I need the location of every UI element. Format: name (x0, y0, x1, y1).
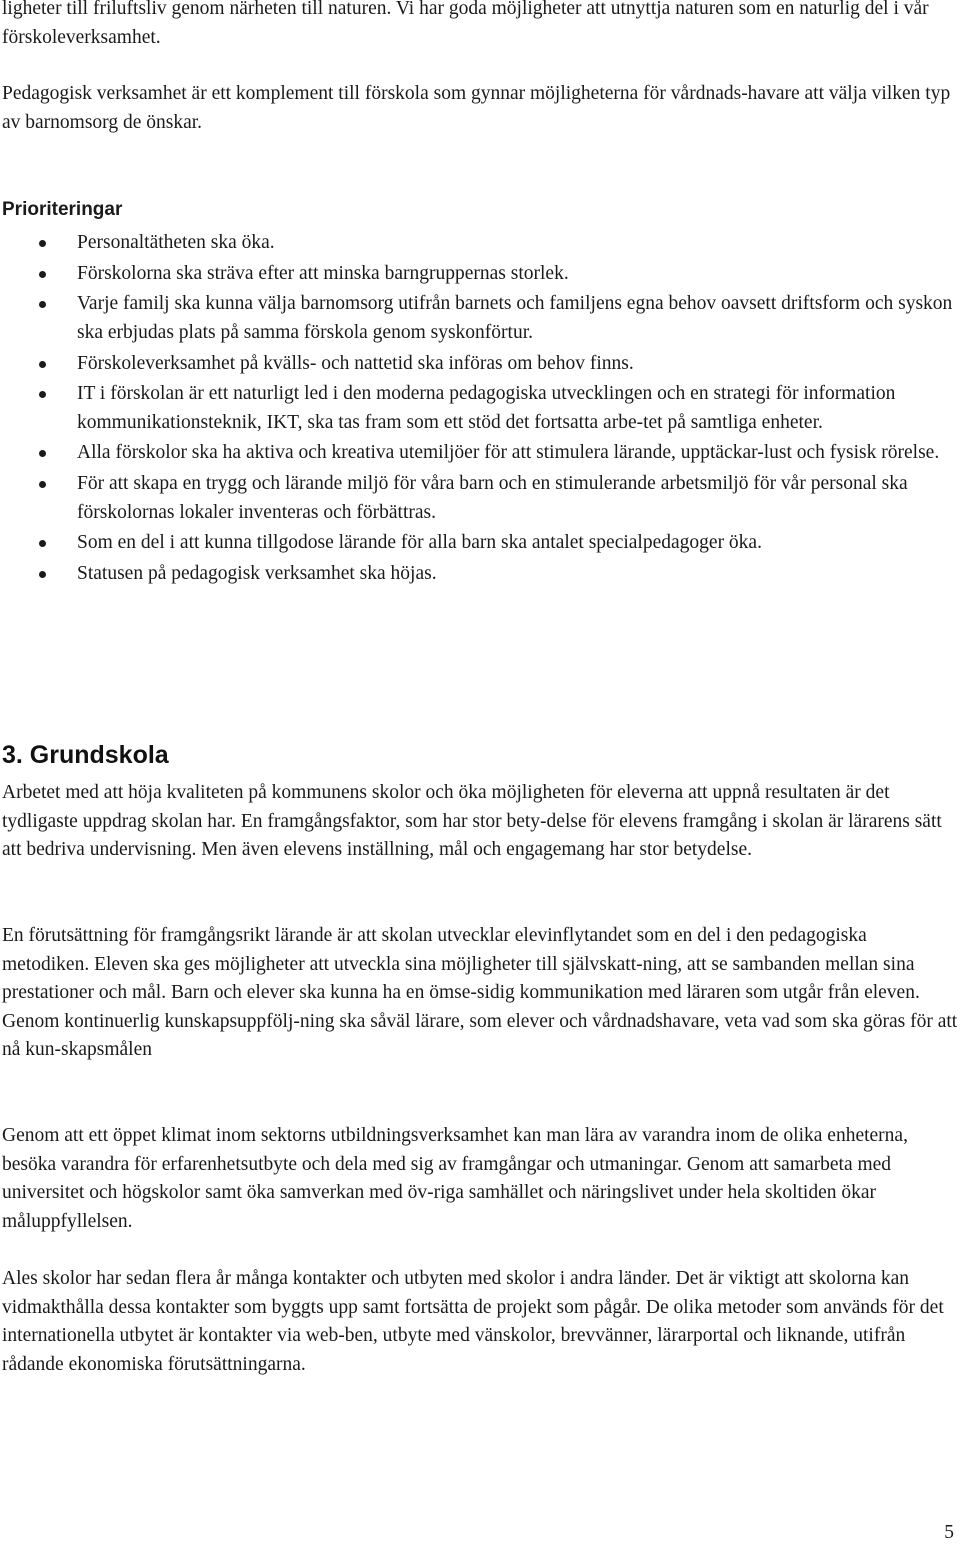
priorities-list (0, 229, 960, 591)
section-paragraph-2: En förutsättning för framgångsrikt lärande är att skolan utvecklar elevinflytandet som en del i den pedagogiska metodiken. Eleven ska ges möjligheter att utveckla sina möjligheter till självskatt-ning, att se sambanden mellan sina prestationer och mål. Barn och elever ska kunna ha en ömse-sidig kommunikation med läraren som utgår från eleven. Genom kontinuerlig kunskapsuppfölj-ning ska såväl lärare, som elever och vårdnadshavare, veta vad som ska göras för att nå kun-skapsmålen (2, 925, 958, 1060)
priorities-heading: Prioriteringar (2, 199, 123, 220)
list-item-text: Förskoleverksamhet på kvälls- och nattetid ska införas om behov finns. (77, 352, 634, 374)
list-item (0, 380, 960, 437)
list-item-text: IT i förskolan är ett naturligt led i den moderna pedagogiska utvecklingen och en strategi för information kommunikationsteknik, IKT, ska tas fram som ett stöd det fortsatta arbe-tet på samtliga enheter. (77, 383, 896, 433)
list-item (0, 439, 960, 468)
list-item-text: Förskolorna ska sträva efter att minska barngruppernas storlek. (77, 262, 569, 284)
list-item-text: Som en del i att kunna tillgodose lärande för alla barn ska antalet specialpedagoger öka. (77, 532, 762, 554)
list-item-text: Varje familj ska kunna välja barnomsorg utifrån barnets och familjens egna behov oavsett driftsform och syskon ska erbjudas plats på samma förskola genom syskonförtur. (77, 293, 953, 343)
bullet-icon (39, 540, 46, 547)
intro-paragraph-2: Pedagogisk verksamhet är ett komplement till förskola som gynnar möjligheterna för vårdnads-havare att välja vilken typ av barnomsorg de önskar. (2, 83, 951, 133)
bullet-icon (39, 571, 46, 578)
page-number: 5 (944, 1522, 954, 1543)
list-item (0, 260, 960, 289)
list-item (0, 229, 960, 258)
bullet-icon (39, 450, 46, 457)
section-paragraph-1: Arbetet med att höja kvaliteten på kommunens skolor och öka möjligheten för eleverna att uppnå resultaten är det tydligaste uppdrag skolan har. En framgångsfaktor, som har stor bety-delse för elevens framgång i skolan är lärarens sätt att bedriva undervisning. Men även elevens inställning, mål och engagemang har stor betydelse. (2, 782, 942, 860)
list-item-text: Alla förskolor ska ha aktiva och kreativa utemiljöer för att stimulera lärande, upptäckar-lust och fysisk rörelse. (77, 442, 940, 464)
bullet-icon (39, 481, 46, 488)
section-paragraph-4: Ales skolor har sedan flera år många kontakter och utbyten med skolor i andra länder. Det är viktigt att skolorna kan vidmakthålla dessa kontakter som byggts upp samt fortsätta de projekt som pågår. De olika metoder som används för det internationella utbytet är kontakter via web-ben, utbyte med vänskolor, brevvänner, lärarportal och liknande, utifrån rådande ekonomiska förutsättningarna. (2, 1268, 944, 1375)
list-item-text: Personaltätheten ska öka. (77, 232, 275, 253)
bullet-icon (39, 271, 46, 278)
bullet-icon (39, 361, 46, 368)
bullet-icon (39, 391, 46, 398)
bullet-icon (39, 240, 46, 247)
list-item (0, 290, 960, 347)
intro-paragraph-1: ligheter till friluftsliv genom närheten till naturen. Vi har goda möjligheter att utnyttja naturen som en naturlig del i vår förskoleverksamhet. (2, 0, 929, 48)
list-item (0, 529, 960, 558)
list-item (0, 560, 960, 589)
bullet-icon (39, 301, 46, 308)
section-title: 3. Grundskola (2, 741, 169, 769)
list-item (0, 470, 960, 527)
list-item-text: Statusen på pedagogisk verksamhet ska höjas. (77, 563, 437, 584)
list-item-text: För att skapa en trygg och lärande miljö för våra barn och en stimulerande arbetsmiljö för vår personal ska förskolornas lokaler inventeras och förbättras. (77, 473, 908, 523)
list-item (0, 350, 960, 379)
section-paragraph-3: Genom att ett öppet klimat inom sektorns utbildningsverksamhet kan man lära av varandra inom de olika enheterna, besöka varandra för erfarenhetsutbyte och dela med sig av framgångar och utmaningar. Genom att samarbeta med universitet och högskolor samt öka samverkan med öv-riga samhället och näringslivet under hela skoltiden ökar måluppfyllelsen. (2, 1125, 908, 1232)
